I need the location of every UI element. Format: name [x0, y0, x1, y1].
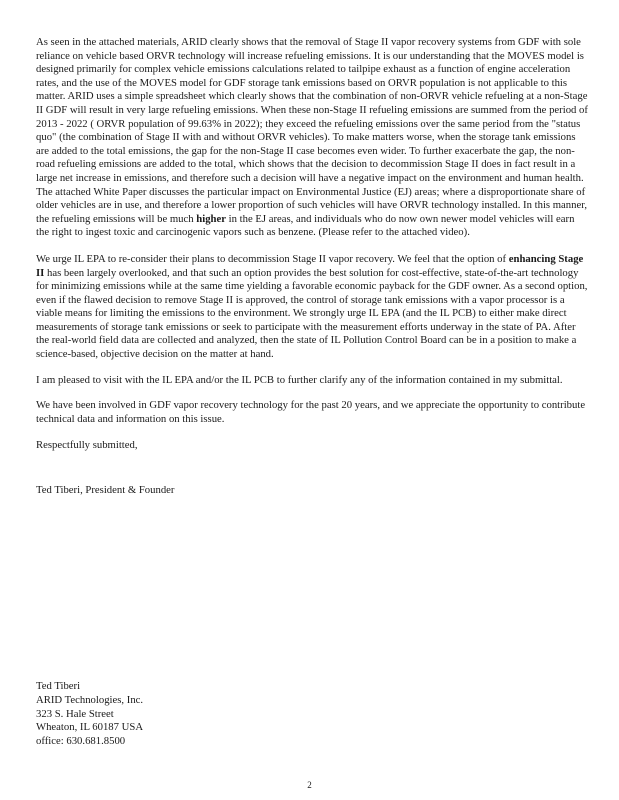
paragraph-experience: We have been involved in GDF vapor recovery technology for the past 20 years, and we appreciate the opportunity to contribute technical data and information on this issue. — [36, 399, 586, 425]
closing-salutation: Respectfully submitted, — [36, 439, 138, 452]
p1-text-part-1: As seen in the attached materials, ARID clearly shows that the removal of Stage II vapor recovery systems from GDF with sole reliance on vehicle based ORVR technology will increase refueling emissions. It is our understanding that the MOVES model is designed primarily for complex vehicle emissions calculations related to tailpipe exhaust as a function of engine acceleration rates, and the use of the MOVES model for GDF storage tank emissions based on ORVR population is not applicable to this matter. ARID uses a simple spreadsheet which clearly shows that the combination of non-ORVR vehicle refueling at a non-Stage II GDF will result in very large refueling emissions. When these non-Stage II refueling emissions are summed from the period of 2013 - 2022 ( ORVR population of 99.63% in 2022); they exceed the refueling emissions over the same period from the "status quo" (the combination of Stage II with and without ORVR vehicles). To make matters worse, when the storage tank emissions are added to the total emissions, the gap for the non-Stage II case becomes even wider. To further exacerbate the gap, the non-road refueling emissions are added to the total, which shows that the decision to decommission Stage II does in fact result in a large net increase in emissions, and therefore such a decision will have a negative impact on the environment and human health. The attached White Paper discusses the particular impact on Environmental Justice (EJ) areas; where a disproportionate share of older vehicles are in use, and therefore a lower proportion of such vehicles will have ORVR technology installed. In this manner, the refueling emissions will be much — [36, 36, 588, 225]
letter-body — [36, 36, 588, 498]
address-city: Wheaton, IL 60187 USA — [36, 721, 144, 734]
p2-text-part-1: We urge IL EPA to re-consider their plans to decommission Stage II vapor recovery. We feel that the option of — [36, 252, 509, 265]
p1-text-part-2: in the EJ areas, and individuals who do now own newer model vehicles will earn the right to ingest toxic and carcinogenic vapors such as benzene. (Please refer to the attached video). — [36, 212, 575, 239]
address-street: 323 S. Hale Street — [36, 707, 114, 720]
page-number: 2 — [307, 780, 312, 790]
paragraph-recommendations — [36, 253, 588, 362]
paragraph-emissions-analysis — [36, 36, 588, 240]
address-company: ARID Technologies, Inc. — [36, 693, 144, 706]
signature-line: Ted Tiberi, President & Founder — [36, 484, 175, 497]
p1-bold-higher: higher — [196, 212, 226, 225]
address-phone: office: 630.681.8500 — [36, 735, 126, 748]
address-name: Ted Tiberi — [36, 680, 81, 692]
p2-bold-enhancing-stage-ii: enhancing Stage II — [36, 252, 584, 279]
p2-text-part-2: has been largely overlooked, and that such an option provides the best solution for cost-effective, state-of-the-art technology for minimizing emissions while at the same time yielding a favorable economic payback for the GDF owner. As a second option, even if the flawed decision to remove Stage II is approved, the control of storage tank emissions with a vapor processor is a viable means for limiting the emissions to the environment. We strongly urge IL EPA (and the IL PCB) to either make direct measurements of storage tank emissions or seek to participate with the measurement efforts underway in the state of PA. After the real-world field data are collected and analyzed, then the state of IL Pollution Control Board can be in a position to make a science-based, objective decision on the matter at hand. — [36, 266, 588, 361]
paragraph-visit-offer: I am pleased to visit with the IL EPA and/or the IL PCB to further clarify any of the information contained in my submittal. — [36, 373, 563, 386]
sender-address-block — [36, 680, 143, 749]
